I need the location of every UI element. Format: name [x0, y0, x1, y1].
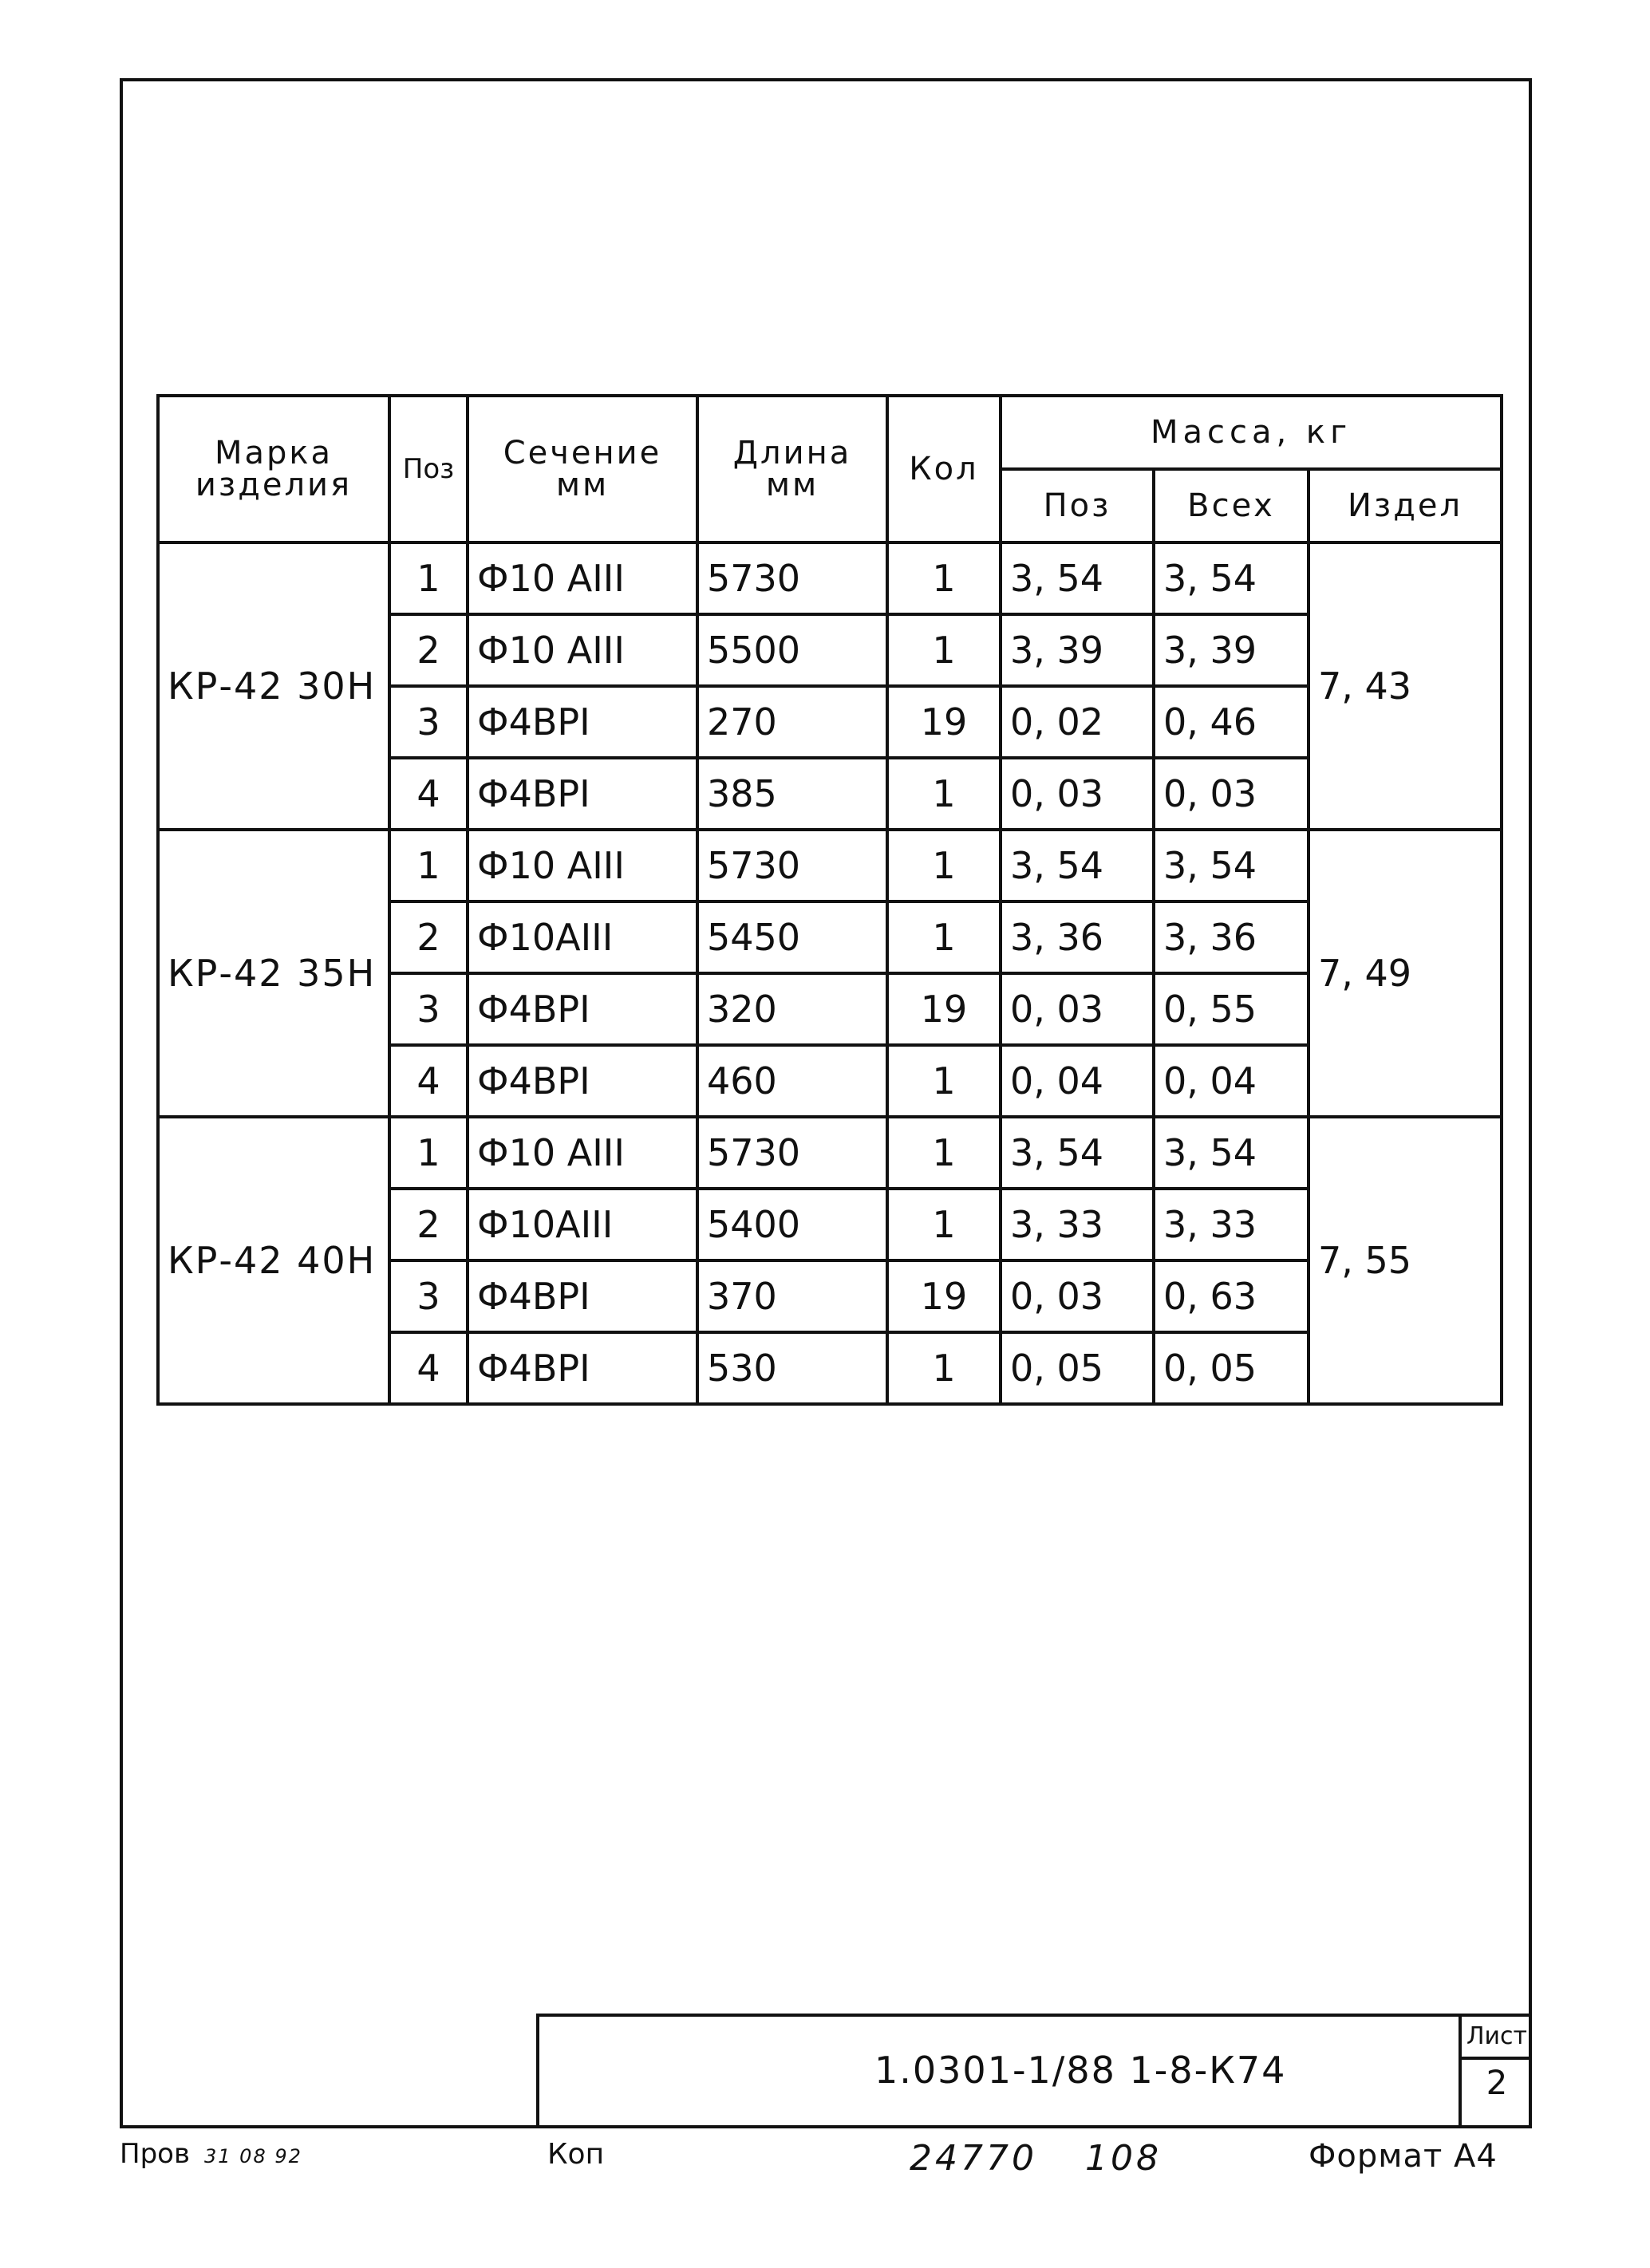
length-cell: 460: [697, 1045, 887, 1117]
header-qty: Кол: [887, 396, 1001, 542]
sheet-label: Лист: [1462, 2017, 1532, 2060]
footer-checked: [120, 2138, 302, 2170]
header-section: [468, 396, 697, 542]
mass-all-cell: 0, 03: [1154, 758, 1309, 830]
checked-date: 31 08 92: [204, 2145, 302, 2167]
mass-pos-cell: 0, 03: [1001, 758, 1154, 830]
header-mass-all: Всех: [1154, 469, 1309, 542]
qty-cell: 1: [887, 830, 1001, 901]
section-cell: Ф4ВРI: [468, 973, 697, 1045]
mass-pos-cell: 3, 54: [1001, 830, 1154, 901]
title-block: [536, 2014, 1532, 2128]
header-length-line1: Длина: [732, 435, 852, 471]
mass-all-cell: 0, 63: [1154, 1260, 1309, 1332]
footer-format: Формат А4: [1309, 2138, 1498, 2175]
mass-all-cell: 3, 54: [1154, 830, 1309, 901]
footer-copied: [547, 2138, 604, 2171]
mass-pos-cell: 0, 02: [1001, 686, 1154, 758]
inventory-number: 24770: [910, 2138, 1037, 2179]
header-length-line2: мм: [765, 467, 819, 503]
length-cell: 5730: [697, 542, 887, 614]
header-brand-line1: Марка: [214, 435, 334, 471]
pos-cell: 1: [389, 1117, 468, 1189]
length-cell: 5500: [697, 614, 887, 686]
mass-all-cell: 0, 55: [1154, 973, 1309, 1045]
length-cell: 5730: [697, 830, 887, 901]
qty-cell: 1: [887, 1045, 1001, 1117]
footer-inventory: [910, 2138, 1162, 2179]
checked-label: Пров: [120, 2138, 190, 2170]
brand-cell: КР-42 40Н: [158, 1117, 389, 1404]
pos-cell: 4: [389, 1045, 468, 1117]
qty-cell: 1: [887, 1189, 1001, 1260]
brand-cell: КР-42 35Н: [158, 830, 389, 1117]
mass-pos-cell: 0, 04: [1001, 1045, 1154, 1117]
qty-cell: 1: [887, 542, 1001, 614]
mass-all-cell: 0, 04: [1154, 1045, 1309, 1117]
length-cell: 5400: [697, 1189, 887, 1260]
pos-cell: 2: [389, 1189, 468, 1260]
pos-cell: 4: [389, 1332, 468, 1404]
inventory-suffix: 108: [1084, 2138, 1162, 2179]
table-row: [158, 1117, 1502, 1189]
length-cell: 5730: [697, 1117, 887, 1189]
length-cell: 270: [697, 686, 887, 758]
section-cell: Ф4ВРI: [468, 758, 697, 830]
length-cell: 370: [697, 1260, 887, 1332]
brand-cell: КР-42 30Н: [158, 542, 389, 830]
item-mass-cell: 7, 43: [1309, 542, 1502, 830]
section-cell: Ф10 АIII: [468, 614, 697, 686]
section-cell: Ф10АIII: [468, 901, 697, 973]
section-cell: Ф10АIII: [468, 1189, 697, 1260]
header-length: [697, 396, 887, 542]
mass-all-cell: 3, 54: [1154, 1117, 1309, 1189]
section-cell: Ф10 АIII: [468, 542, 697, 614]
mass-all-cell: 3, 54: [1154, 542, 1309, 614]
mass-pos-cell: 3, 33: [1001, 1189, 1154, 1260]
pos-cell: 3: [389, 1260, 468, 1332]
mass-pos-cell: 3, 39: [1001, 614, 1154, 686]
header-pos: Поз: [389, 396, 468, 542]
copied-label: Коп: [547, 2138, 605, 2171]
pos-cell: 1: [389, 830, 468, 901]
header-mass-item: Издел: [1309, 469, 1502, 542]
section-cell: Ф4ВРI: [468, 686, 697, 758]
qty-cell: 19: [887, 973, 1001, 1045]
mass-all-cell: 3, 33: [1154, 1189, 1309, 1260]
specification-body: [158, 542, 1502, 1404]
specification-table: [156, 394, 1503, 1406]
mass-all-cell: 0, 05: [1154, 1332, 1309, 1404]
section-cell: Ф4ВРI: [468, 1045, 697, 1117]
mass-pos-cell: 0, 03: [1001, 1260, 1154, 1332]
length-cell: 530: [697, 1332, 887, 1404]
qty-cell: 1: [887, 614, 1001, 686]
mass-all-cell: 3, 39: [1154, 614, 1309, 686]
length-cell: 320: [697, 973, 887, 1045]
section-cell: Ф10 АIII: [468, 1117, 697, 1189]
document-code: 1.0301-1/88 1-8-К74: [874, 2049, 1287, 2092]
qty-cell: 1: [887, 1332, 1001, 1404]
header-mass: Масса, кг: [1001, 396, 1502, 469]
header-section-line2: мм: [555, 467, 610, 503]
section-cell: Ф4ВРI: [468, 1260, 697, 1332]
header-brand-line2: изделия: [195, 467, 353, 503]
mass-pos-cell: 3, 36: [1001, 901, 1154, 973]
mass-pos-cell: 0, 05: [1001, 1332, 1154, 1404]
qty-cell: 1: [887, 901, 1001, 973]
section-cell: Ф4ВРI: [468, 1332, 697, 1404]
mass-pos-cell: 3, 54: [1001, 542, 1154, 614]
qty-cell: 1: [887, 758, 1001, 830]
sheet-number: 2: [1486, 2063, 1508, 2102]
section-cell: Ф10 АIII: [468, 830, 697, 901]
mass-all-cell: 3, 36: [1154, 901, 1309, 973]
length-cell: 5450: [697, 901, 887, 973]
pos-cell: 4: [389, 758, 468, 830]
pos-cell: 2: [389, 614, 468, 686]
header-section-line1: Сечение: [503, 435, 662, 471]
pos-cell: 2: [389, 901, 468, 973]
item-mass-cell: 7, 55: [1309, 1117, 1502, 1404]
mass-pos-cell: 0, 03: [1001, 973, 1154, 1045]
qty-cell: 1: [887, 1117, 1001, 1189]
table-row: [158, 542, 1502, 614]
table-row: [158, 830, 1502, 901]
header-brand: [158, 396, 389, 542]
item-mass-cell: 7, 49: [1309, 830, 1502, 1117]
mass-pos-cell: 3, 54: [1001, 1117, 1154, 1189]
qty-cell: 19: [887, 1260, 1001, 1332]
qty-cell: 19: [887, 686, 1001, 758]
pos-cell: 3: [389, 973, 468, 1045]
pos-cell: 3: [389, 686, 468, 758]
header-mass-pos: Поз: [1001, 469, 1154, 542]
pos-cell: 1: [389, 542, 468, 614]
mass-all-cell: 0, 46: [1154, 686, 1309, 758]
sheet-box: [1459, 2017, 1532, 2128]
length-cell: 385: [697, 758, 887, 830]
